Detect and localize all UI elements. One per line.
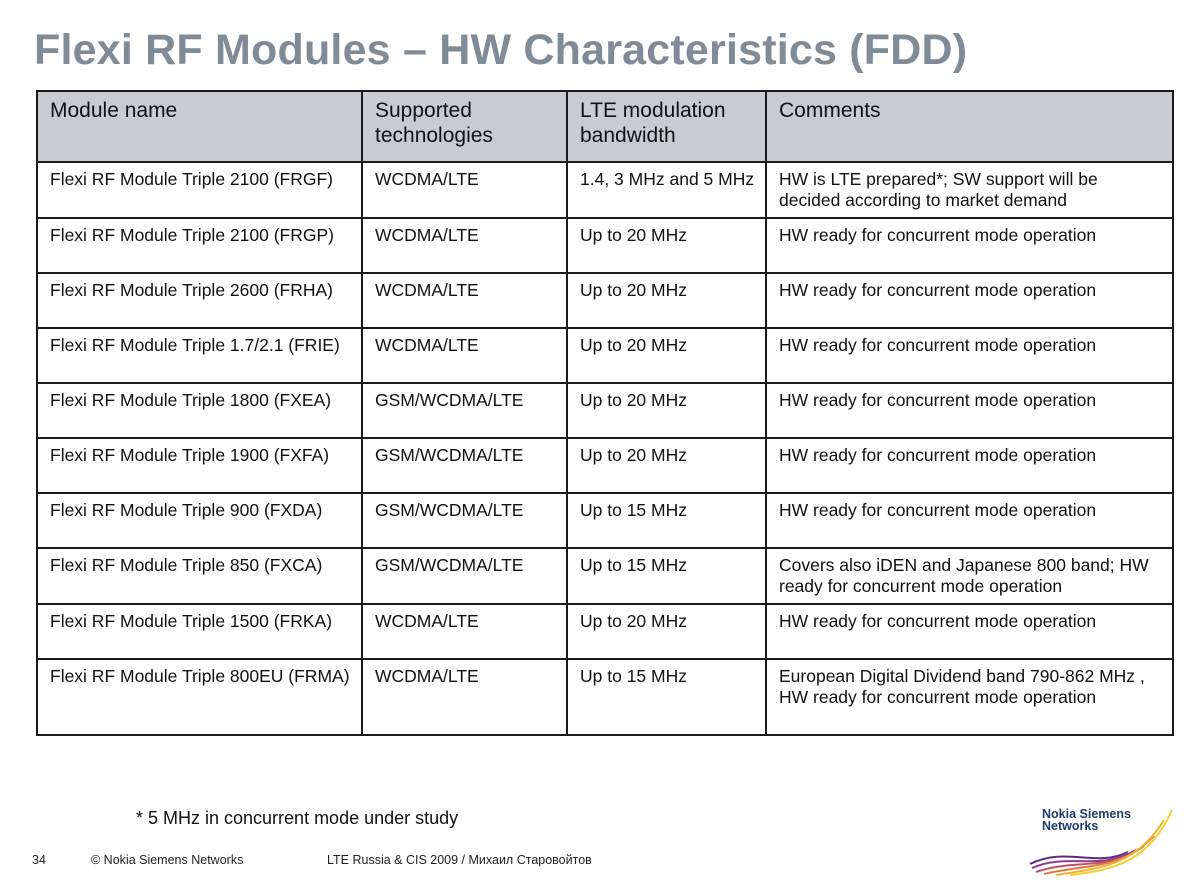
- table-row: [38, 438, 1172, 493]
- header-lte-bandwidth: LTE modulation bandwidth: [567, 92, 766, 162]
- footnote: * 5 MHz in concurrent mode under study: [136, 808, 459, 828]
- cell-module-name: Flexi RF Module Triple 1800 (FXEA): [38, 383, 362, 438]
- characteristics-table: [36, 90, 1174, 736]
- event-text: LTE Russia & CIS 2009 / Михаил Старовойтов: [327, 853, 592, 867]
- cell-comments: HW ready for concurrent mode operation: [766, 604, 1172, 659]
- page-number: 34: [32, 853, 46, 867]
- table-row: [38, 162, 1172, 218]
- table-header-row: [38, 92, 1172, 162]
- logo-wordmark: [1042, 808, 1131, 832]
- slide-title: Flexi RF Modules – HW Characteristics (FDD): [34, 26, 968, 74]
- cell-module-name: Flexi RF Module Triple 2100 (FRGF): [38, 162, 362, 218]
- cell-comments: HW ready for concurrent mode operation: [766, 328, 1172, 383]
- cell-technologies: GSM/WCDMA/LTE: [362, 493, 567, 548]
- cell-technologies: WCDMA/LTE: [362, 162, 567, 218]
- table-row: [38, 493, 1172, 548]
- table-row: [38, 659, 1172, 734]
- cell-bandwidth: Up to 20 MHz: [567, 328, 766, 383]
- cell-technologies: GSM/WCDMA/LTE: [362, 548, 567, 604]
- cell-technologies: WCDMA/LTE: [362, 604, 567, 659]
- cell-comments: Covers also iDEN and Japanese 800 band; HW ready for concurrent mode operation: [766, 548, 1172, 604]
- table-row: [38, 604, 1172, 659]
- header-comments: Comments: [766, 92, 1172, 162]
- logo-line-1: Nokia Siemens: [1042, 807, 1131, 821]
- table-row: [38, 218, 1172, 273]
- header-supported-technologies: Supported technologies: [362, 92, 567, 162]
- nokia-siemens-networks-logo: [1026, 806, 1176, 876]
- table-row: [38, 548, 1172, 604]
- table-row: [38, 383, 1172, 438]
- cell-comments: HW ready for concurrent mode operation: [766, 493, 1172, 548]
- copyright-text: © Nokia Siemens Networks: [91, 853, 244, 867]
- cell-module-name: Flexi RF Module Triple 1900 (FXFA): [38, 438, 362, 493]
- cell-technologies: WCDMA/LTE: [362, 659, 567, 734]
- cell-module-name: Flexi RF Module Triple 1500 (FRKA): [38, 604, 362, 659]
- cell-technologies: WCDMA/LTE: [362, 328, 567, 383]
- cell-bandwidth: Up to 15 MHz: [567, 659, 766, 734]
- cell-bandwidth: 1.4, 3 MHz and 5 MHz: [567, 162, 766, 218]
- cell-module-name: Flexi RF Module Triple 900 (FXDA): [38, 493, 362, 548]
- cell-comments: European Digital Dividend band 790-862 MHz , HW ready for concurrent mode operation: [766, 659, 1172, 734]
- cell-module-name: Flexi RF Module Triple 2100 (FRGP): [38, 218, 362, 273]
- cell-bandwidth: Up to 15 MHz: [567, 548, 766, 604]
- cell-bandwidth: Up to 20 MHz: [567, 383, 766, 438]
- cell-technologies: WCDMA/LTE: [362, 218, 567, 273]
- cell-module-name: Flexi RF Module Triple 1.7/2.1 (FRIE): [38, 328, 362, 383]
- cell-bandwidth: Up to 20 MHz: [567, 438, 766, 493]
- cell-comments: HW ready for concurrent mode operation: [766, 383, 1172, 438]
- cell-technologies: WCDMA/LTE: [362, 273, 567, 328]
- cell-module-name: Flexi RF Module Triple 850 (FXCA): [38, 548, 362, 604]
- cell-bandwidth: Up to 15 MHz: [567, 493, 766, 548]
- cell-bandwidth: Up to 20 MHz: [567, 604, 766, 659]
- cell-comments: HW ready for concurrent mode operation: [766, 438, 1172, 493]
- cell-module-name: Flexi RF Module Triple 800EU (FRMA): [38, 659, 362, 734]
- cell-module-name: Flexi RF Module Triple 2600 (FRHA): [38, 273, 362, 328]
- cell-comments: HW is LTE prepared*; SW support will be decided according to market demand: [766, 162, 1172, 218]
- table-row: [38, 273, 1172, 328]
- table-row: [38, 328, 1172, 383]
- cell-comments: HW ready for concurrent mode operation: [766, 218, 1172, 273]
- cell-comments: HW ready for concurrent mode operation: [766, 273, 1172, 328]
- cell-technologies: GSM/WCDMA/LTE: [362, 383, 567, 438]
- cell-technologies: GSM/WCDMA/LTE: [362, 438, 567, 493]
- logo-line-2: Networks: [1042, 819, 1099, 833]
- header-module-name: Module name: [38, 92, 362, 162]
- cell-bandwidth: Up to 20 MHz: [567, 218, 766, 273]
- cell-bandwidth: Up to 20 MHz: [567, 273, 766, 328]
